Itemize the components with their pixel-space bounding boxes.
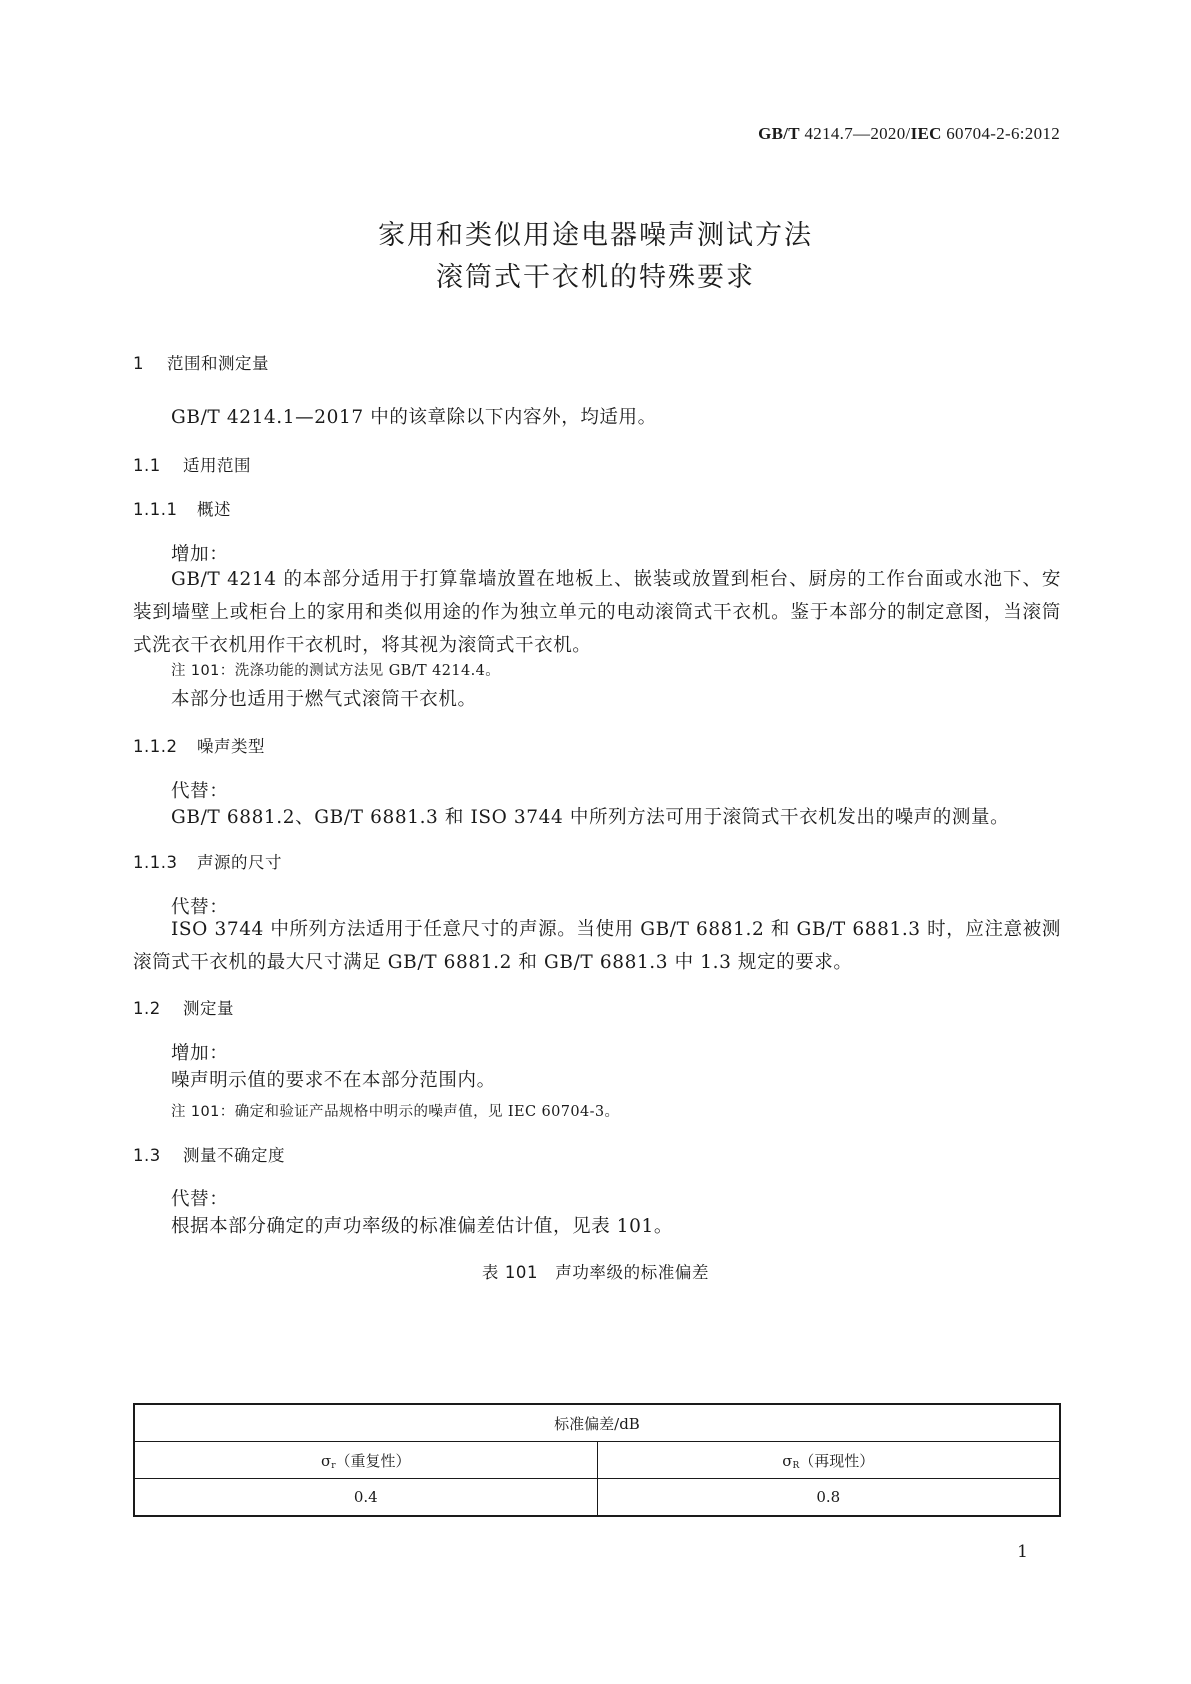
section-1-1-1-extra: 本部分也适用于燃气式滚筒干衣机。 bbox=[171, 689, 477, 710]
section-title: 范围和测定量 bbox=[167, 354, 269, 373]
section-1-1-1-paragraph: GB/T 4214 的本部分适用于打算靠墙放置在地板上、嵌装或放置到柜台、厨房的工作台面或水池下、安装到墙壁上或柜台上的家用和类似用途的作为独立单元的电动滚筒式干衣机。鉴于本部分的制定意图，当滚筒式洗衣干衣机用作干衣机时，将其视为滚筒式干衣机。 bbox=[133, 569, 1061, 656]
document-code bbox=[758, 124, 1060, 144]
section-1-2-paragraph: 噪声明示值的要求不在本部分范围内。 bbox=[171, 1070, 496, 1091]
section-1-3-paragraph: 根据本部分确定的声功率级的标准偏差估计值，见表 101。 bbox=[171, 1216, 673, 1237]
section-title: 噪声类型 bbox=[197, 737, 265, 756]
doc-code-iec: IEC bbox=[910, 124, 942, 143]
section-1-1-3-paragraph: ISO 3744 中所列方法适用于任意尺寸的声源。当使用 GB/T 6881.2 和 GB/T 6881.3 时，应注意被测滚筒式干衣机的最大尺寸满足 GB/T 6881.2 和 GB/T 6881.3 中 1.3 规定的要求。 bbox=[133, 919, 1061, 973]
section-1-2-heading bbox=[133, 995, 234, 1019]
note-label: 注 101： bbox=[171, 1104, 235, 1120]
section-1-1-1-lead: 增加： bbox=[171, 544, 229, 565]
section-1-1-3-heading bbox=[133, 849, 282, 873]
table-cell-reproducibility-value: 0.8 bbox=[597, 1479, 1060, 1517]
note-text: 确定和验证产品规格中明示的噪声值，见 IEC 60704-3。 bbox=[234, 1104, 620, 1120]
section-title: 概述 bbox=[197, 500, 231, 519]
doc-code-iec-number: 60704-2-6:2012 bbox=[941, 124, 1060, 143]
doc-code-number: 4214.7—2020/ bbox=[799, 124, 911, 143]
column-label: （重复性） bbox=[335, 1451, 411, 1470]
section-1-2-note bbox=[171, 1100, 619, 1121]
page-number: 1 bbox=[1017, 1542, 1028, 1562]
section-number: 1.1.2 bbox=[133, 737, 178, 756]
column-label: （再现性） bbox=[799, 1451, 875, 1470]
table-caption: 表 101 声功率级的标准偏差 bbox=[481, 1263, 710, 1282]
title-line-2: 滚筒式干衣机的特殊要求 bbox=[436, 262, 755, 293]
section-1-3-heading bbox=[133, 1142, 285, 1166]
section-title: 测量不确定度 bbox=[183, 1146, 285, 1165]
section-1-1-2-heading bbox=[133, 733, 265, 757]
section-1-1-2-lead: 代替： bbox=[171, 781, 229, 802]
section-number: 1.2 bbox=[133, 999, 161, 1018]
section-number: 1.1.3 bbox=[133, 853, 178, 872]
section-number: 1.1.1 bbox=[133, 500, 178, 519]
section-1-1-1-note bbox=[171, 659, 500, 680]
table-row bbox=[134, 1442, 1060, 1479]
section-1-2-lead: 增加： bbox=[171, 1043, 229, 1064]
table-row bbox=[134, 1404, 1060, 1442]
note-label: 注 101： bbox=[171, 663, 235, 679]
section-1-1-heading bbox=[133, 452, 251, 476]
table-header-cell: 标准偏差/dB bbox=[134, 1404, 1060, 1442]
sigma-subscript: r bbox=[331, 1460, 336, 1471]
title-line-1: 家用和类似用途电器噪声测试方法 bbox=[378, 220, 813, 251]
doc-code-gbt: GB/T bbox=[758, 124, 800, 143]
sigma-symbol: σ bbox=[782, 1451, 793, 1470]
section-1-paragraph: GB/T 4214.1—2017 中的该章除以下内容外，均适用。 bbox=[171, 407, 657, 428]
section-1-1-2-paragraph: GB/T 6881.2、GB/T 6881.3 和 ISO 3744 中所列方法可用于滚筒式干衣机发出的噪声的测量。 bbox=[171, 807, 1010, 828]
section-1-heading bbox=[133, 350, 269, 374]
section-1-3-lead: 代替： bbox=[171, 1189, 229, 1210]
sigma-subscript: R bbox=[792, 1460, 800, 1471]
section-title: 适用范围 bbox=[183, 456, 251, 475]
section-number: 1 bbox=[133, 354, 144, 373]
note-text: 洗涤功能的测试方法见 GB/T 4214.4。 bbox=[234, 663, 501, 679]
section-title: 声源的尺寸 bbox=[197, 853, 282, 872]
table-column-repeatability bbox=[134, 1442, 597, 1479]
section-1-1-1-heading bbox=[133, 496, 231, 520]
standard-deviation-table bbox=[133, 1403, 1061, 1517]
sigma-symbol: σ bbox=[320, 1451, 332, 1470]
section-number: 1.3 bbox=[133, 1146, 161, 1165]
table-row bbox=[134, 1479, 1060, 1517]
table-cell-repeatability-value: 0.4 bbox=[134, 1479, 597, 1517]
section-1-1-3-lead: 代替： bbox=[171, 897, 229, 918]
table-column-reproducibility bbox=[597, 1442, 1060, 1479]
section-number: 1.1 bbox=[133, 456, 161, 475]
section-title: 测定量 bbox=[183, 999, 234, 1018]
